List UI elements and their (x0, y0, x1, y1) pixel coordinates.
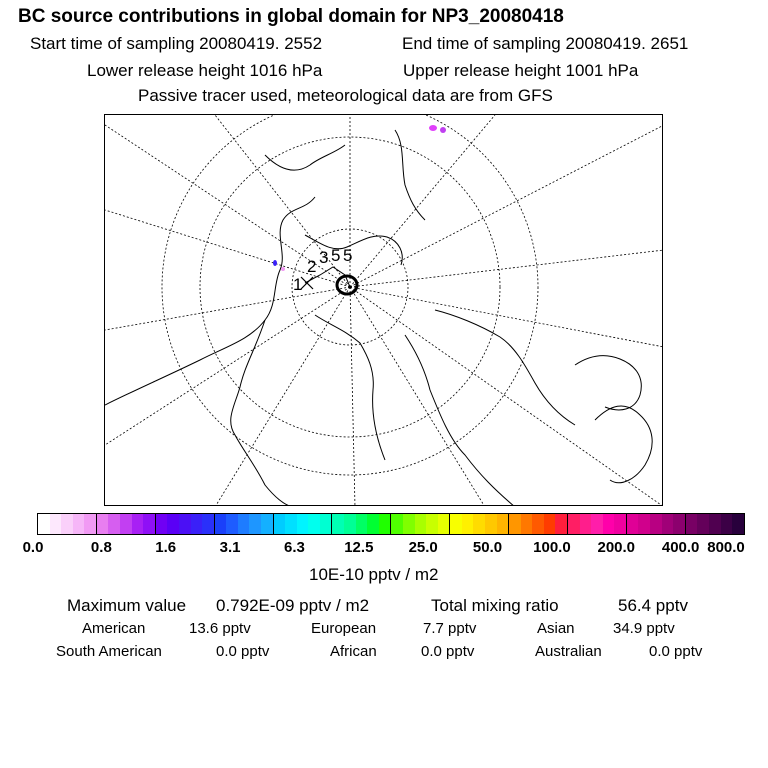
colorbar-cell (274, 514, 286, 534)
coastline-siberia (395, 130, 425, 220)
colorbar-cell (591, 514, 603, 534)
colorbar-cell (226, 514, 238, 534)
colorbar-cell (509, 514, 521, 534)
coastline-north (265, 145, 345, 170)
colorbar-cell (532, 514, 544, 534)
meridian (105, 287, 350, 445)
colorbar-cell (332, 514, 344, 534)
region-name: European (311, 620, 377, 637)
colorbar-cell (555, 514, 568, 534)
coastline-eurasia-west (105, 197, 315, 405)
colorbar-cell (50, 514, 62, 534)
colorbar-cell (697, 514, 709, 534)
colorbar-cell (97, 514, 109, 534)
meridian (350, 115, 495, 287)
coastline-north-america (405, 335, 515, 506)
colorbar-cell (238, 514, 250, 534)
meridian (350, 287, 663, 347)
colorbar-cell (438, 514, 451, 534)
colorbar-cell (614, 514, 627, 534)
colorbar-cell (285, 514, 297, 534)
colorbar-cell (179, 514, 191, 534)
trajectory-label: 3 (319, 248, 329, 267)
trajectory-label: 1 (293, 275, 303, 294)
colorbar-cell (568, 514, 580, 534)
lower-height-text: Lower release height 1016 hPa (87, 61, 323, 80)
region-name: South American (56, 643, 162, 660)
end-time-text: End time of sampling 20080419. 2651 (402, 34, 689, 53)
plume-spot (429, 125, 437, 131)
trajectory-label: 2 (307, 257, 317, 276)
meridian (105, 287, 350, 330)
colorbar-cell (261, 514, 274, 534)
colorbar-tick-label: 12.5 (344, 539, 374, 556)
colorbar-tick-label: 0.0 (22, 539, 44, 556)
region-value: 13.6 pptv (189, 620, 251, 637)
colorbar-cell (356, 514, 368, 534)
max-value: 0.792E-09 pptv / m2 (216, 596, 370, 615)
meridian-lines (105, 115, 663, 506)
colorbar-cell (544, 514, 556, 534)
colorbar-tick-label: 200.0 (597, 539, 636, 556)
trajectory-label: 5 (331, 246, 341, 265)
coastline-europe (231, 320, 295, 506)
colorbar-cell (450, 514, 462, 534)
region-value: 34.9 pptv (613, 620, 675, 637)
colorbar-cell (673, 514, 686, 534)
colorbar-cell (367, 514, 379, 534)
colorbar-cell (132, 514, 144, 534)
colorbar-cell (320, 514, 333, 534)
colorbar-cell (308, 514, 320, 534)
map-title: BC source contributions in global domain for NP3_20080418 (18, 6, 564, 27)
total-mixing-label: Total mixing ratio (431, 596, 559, 615)
colorbar-cell (403, 514, 415, 534)
plume-marks (273, 125, 446, 271)
colorbar-cell (143, 514, 156, 534)
colorbar-cell (415, 514, 427, 534)
colorbar-tick-label: 3.1 (219, 539, 241, 556)
colorbar-cell (521, 514, 533, 534)
colorbar-cell (84, 514, 97, 534)
upper-height-text: Upper release height 1001 hPa (403, 61, 639, 80)
colorbar-cell (297, 514, 309, 534)
max-value-label: Maximum value (67, 596, 187, 615)
region-name: African (330, 643, 377, 660)
colorbar-cell (73, 514, 85, 534)
tracer-note-text: Passive tracer used, meteorological data are from GFS (138, 86, 553, 105)
colorbar-cell (497, 514, 510, 534)
plume-spot (440, 127, 446, 133)
colorbar-cell (191, 514, 203, 534)
colorbar-tick-label: 400.0 (661, 539, 700, 556)
colorbar-cell (650, 514, 662, 534)
colorbar-cell (379, 514, 392, 534)
colorbar-tick-label: 25.0 (408, 539, 438, 556)
coastlines (105, 130, 652, 506)
colorbar-tick-label: 1.6 (155, 539, 177, 556)
coastline-island (595, 406, 652, 483)
colorbar-cell (426, 514, 438, 534)
region-name: Asian (537, 620, 575, 637)
colorbar-cell (38, 514, 50, 534)
colorbar-cell (249, 514, 261, 534)
map-canvas (105, 115, 663, 506)
colorbar-cell (473, 514, 485, 534)
colorbar-cell (686, 514, 698, 534)
region-value: 0.0 pptv (216, 643, 270, 660)
colorbar-cell (167, 514, 179, 534)
region-name: Australian (535, 643, 602, 660)
meridian (215, 287, 350, 506)
trajectory-label: 5 (343, 246, 353, 265)
meridian (350, 250, 663, 287)
colorbar-tick-label: 6.3 (284, 539, 305, 556)
colorbar-cell (391, 514, 403, 534)
total-mixing-value: 56.4 pptv (618, 596, 688, 615)
colorbar-tick-label: 100.0 (533, 539, 571, 556)
colorbar-cell (627, 514, 639, 534)
meridian (350, 287, 663, 506)
coastline-greenland-west (315, 315, 385, 460)
region-value: 7.7 pptv (423, 620, 477, 637)
coastline-alaska (435, 310, 575, 425)
colorbar-cell (156, 514, 168, 534)
region-value: 0.0 pptv (421, 643, 475, 660)
colorbar-unit: 10E-10 pptv / m2 (309, 565, 439, 584)
colorbar-cell (709, 514, 721, 534)
coastline-kamchatka (575, 356, 641, 410)
colorbar-cell (603, 514, 615, 534)
colorbar-cell (662, 514, 674, 534)
colorbar-tick-label: 0.8 (90, 539, 112, 556)
meridian (350, 125, 663, 287)
plume-spot (281, 267, 285, 271)
colorbar-tick-label: 50.0 (472, 539, 503, 556)
colorbar-cell (108, 514, 120, 534)
colorbar-cell (485, 514, 497, 534)
colorbar-cell (344, 514, 356, 534)
region-name: American (82, 620, 146, 637)
colorbar-cell (732, 514, 744, 534)
meridian (350, 287, 355, 506)
colorbar-cell (202, 514, 215, 534)
start-time-text: Start time of sampling 20080419. 2552 (30, 34, 323, 53)
colorbar-cell (721, 514, 733, 534)
colorbar-cell (120, 514, 132, 534)
colorbar-cell (580, 514, 592, 534)
colorbar-tick-label: 800.0 (707, 539, 745, 556)
colorbar-cell (61, 514, 73, 534)
plume-spot (273, 260, 277, 266)
colorbar-cell (215, 514, 227, 534)
colorbar-cell (462, 514, 474, 534)
colorbar (37, 513, 745, 535)
region-value: 0.0 pptv (649, 643, 703, 660)
colorbar-cell (638, 514, 650, 534)
polar-map (104, 114, 663, 506)
